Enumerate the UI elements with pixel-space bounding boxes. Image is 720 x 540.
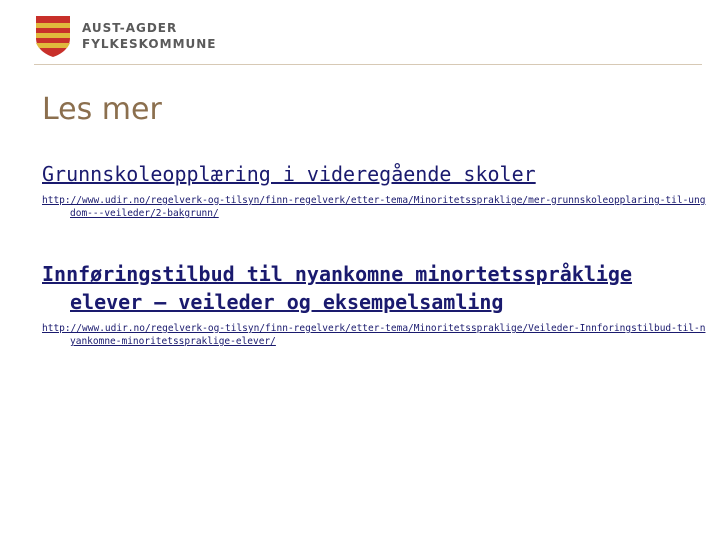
org-name-line1: AUST-AGDER xyxy=(82,21,178,35)
link-heading-innforingstilbud[interactable] xyxy=(42,260,642,316)
link-url-grunnskole[interactable]: http://www.udir.no/regelverk-og-tilsyn/finn-regelverk/etter-tema/Minoritetsspraklige/mer-grunnskoleopplaring-til-ungdom---veileder/2-bakgrunn/ xyxy=(42,195,706,219)
link-heading-grunnskole[interactable]: Grunnskoleopplæring i videregående skoler xyxy=(42,162,536,186)
link-heading-line2: elever – veileder og eksempelsamling xyxy=(70,290,504,314)
link-heading-line1: Innføringstilbud til nyankomne minortetsspråklige xyxy=(42,262,633,286)
org-name xyxy=(82,20,217,52)
header-divider xyxy=(34,64,702,65)
link-url-innforingstilbud[interactable]: http://www.udir.no/regelverk-og-tilsyn/finn-regelverk/etter-tema/Minoritetsspraklige/Veileder-Innforingstilbud-til-nyankomne-minoritetsspraklige-elever/ xyxy=(42,323,706,347)
page-title: Les mer xyxy=(42,92,162,127)
logo xyxy=(34,14,217,58)
org-name-line2: FYLKESKOMMUNE xyxy=(82,37,217,51)
county-shield-icon xyxy=(34,14,72,58)
